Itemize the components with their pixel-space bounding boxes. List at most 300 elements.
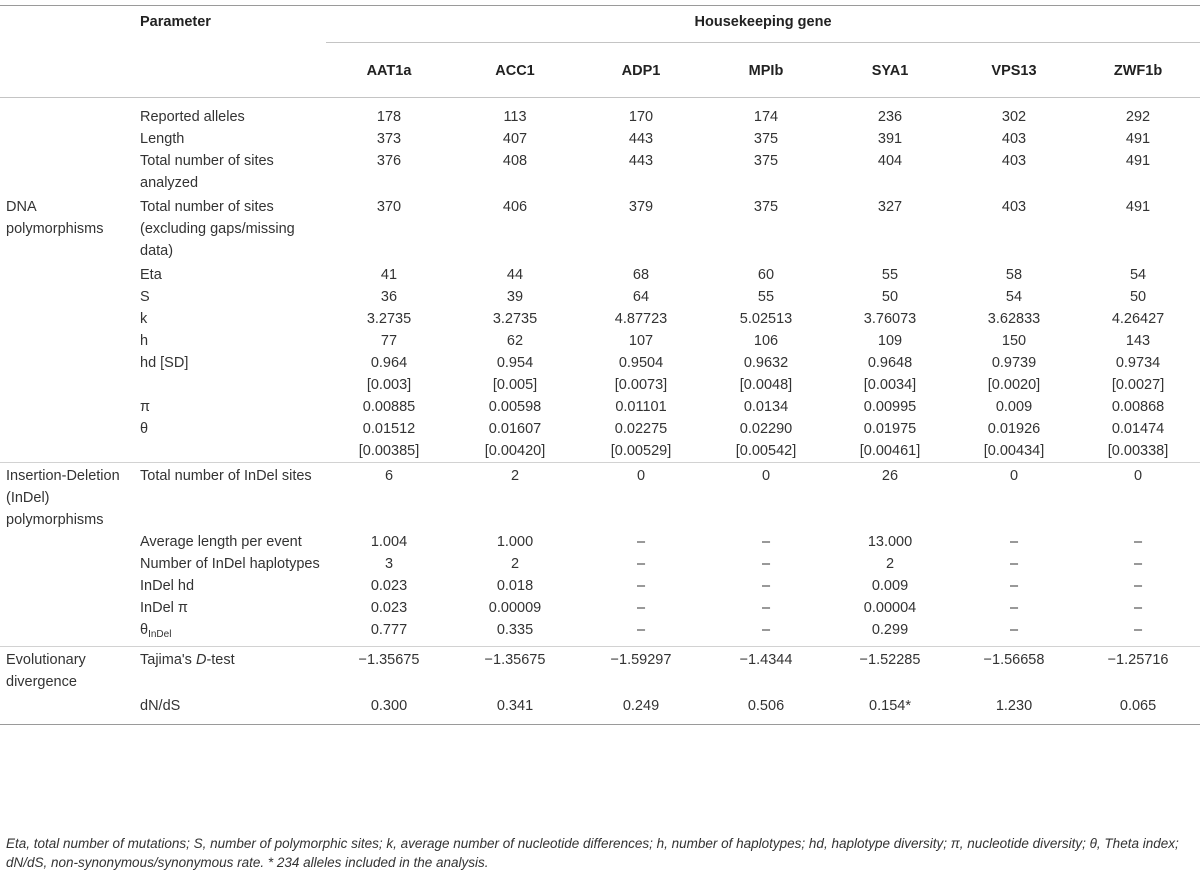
gene-header: SYA1 xyxy=(828,43,952,98)
table-row xyxy=(0,575,1200,597)
value-cell xyxy=(704,330,828,352)
value-text: 0.018 xyxy=(496,578,534,594)
value-sd: [0.00434] xyxy=(983,443,1045,459)
value-text: 36 xyxy=(380,289,398,305)
parameter-label xyxy=(136,693,326,725)
value-cell xyxy=(578,553,704,575)
header-parameter: Parameter xyxy=(136,6,326,98)
value-text: 443 xyxy=(628,153,654,169)
value-cell xyxy=(952,575,1076,597)
parameter-text: dN/dS xyxy=(140,698,181,714)
value-text: 376 xyxy=(376,153,402,169)
value-text: – xyxy=(761,578,771,594)
value-cell xyxy=(326,98,452,129)
parameter-text: π xyxy=(140,399,151,415)
value-cell xyxy=(578,308,704,330)
value-text: 4.87723 xyxy=(614,311,668,327)
value-cell xyxy=(578,150,704,194)
value-text: 0.009 xyxy=(995,399,1033,415)
value-cell xyxy=(828,286,952,308)
value-text: 0.023 xyxy=(370,600,408,616)
parameter-label xyxy=(136,286,326,308)
value-cell xyxy=(326,262,452,286)
value-text: – xyxy=(761,622,771,638)
value-cell xyxy=(952,463,1076,532)
value-cell xyxy=(578,418,704,463)
category-cell xyxy=(0,286,136,308)
value-text: 0.01512 xyxy=(362,421,416,437)
value-text: 0.9734 xyxy=(1115,355,1161,371)
value-cell xyxy=(1076,308,1200,330)
table-row xyxy=(0,352,1200,396)
value-text: 170 xyxy=(628,109,654,125)
value-text: 375 xyxy=(753,131,779,147)
value-text: – xyxy=(1133,556,1143,572)
value-sd: [0.00529] xyxy=(610,443,672,459)
value-cell xyxy=(704,619,828,647)
parameter-label xyxy=(136,597,326,619)
value-cell xyxy=(704,150,828,194)
value-text: 2 xyxy=(510,556,520,572)
value-text: 0.154* xyxy=(869,698,911,714)
value-cell xyxy=(704,531,828,553)
value-text: 58 xyxy=(1005,267,1023,283)
table-footnote: Eta, total number of mutations; S, number of polymorphic sites; k, average number of nucleotide differences; h, number of haplotypes; hd, haplotype diversity; π, nucleotide diversity; θ, Theta index; dN/dS, non-synonymous/synonymous rate. * 234 alleles included in the analysis. xyxy=(6,836,1179,870)
value-text: 373 xyxy=(376,131,402,147)
value-text: – xyxy=(1009,556,1019,572)
table-row xyxy=(0,531,1200,553)
value-text: 64 xyxy=(632,289,650,305)
table-row xyxy=(0,647,1200,694)
value-cell xyxy=(952,286,1076,308)
value-text: 178 xyxy=(376,109,402,125)
value-text: – xyxy=(636,622,646,638)
value-cell xyxy=(952,693,1076,725)
value-cell xyxy=(578,575,704,597)
parameter-label xyxy=(136,531,326,553)
gene-header: ZWF1b xyxy=(1076,43,1200,98)
parameter-label xyxy=(136,647,326,694)
value-sd: [0.00420] xyxy=(484,443,546,459)
value-text: 0.00004 xyxy=(863,600,917,616)
value-cell xyxy=(704,647,828,694)
value-cell xyxy=(952,194,1076,262)
gene-header: MPIb xyxy=(704,43,828,98)
table-row xyxy=(0,128,1200,150)
parameter-text-rest: -test xyxy=(206,652,235,668)
value-text: 0 xyxy=(636,468,646,484)
value-cell xyxy=(578,352,704,396)
value-cell xyxy=(326,597,452,619)
value-text: 0.023 xyxy=(370,578,408,594)
value-cell xyxy=(952,619,1076,647)
parameter-text: k xyxy=(140,311,148,327)
category-label: Insertion-Deletion (InDel) polymorphisms xyxy=(0,463,136,532)
value-text: 44 xyxy=(506,267,524,283)
value-cell xyxy=(1076,396,1200,418)
value-text: 3.2735 xyxy=(492,311,538,327)
parameter-label xyxy=(136,418,326,463)
value-sd: [0.0027] xyxy=(1111,377,1165,393)
table-row xyxy=(0,693,1200,725)
parameter-label xyxy=(136,330,326,352)
value-cell xyxy=(828,352,952,396)
table-row xyxy=(0,418,1200,463)
value-cell xyxy=(704,575,828,597)
category-cell xyxy=(0,531,136,553)
value-text: – xyxy=(1009,622,1019,638)
value-cell xyxy=(452,463,578,532)
value-cell xyxy=(452,396,578,418)
parameter-label xyxy=(136,194,326,262)
category-cell xyxy=(0,308,136,330)
table-row xyxy=(0,619,1200,647)
value-sd: [0.00542] xyxy=(735,443,797,459)
value-cell xyxy=(828,531,952,553)
parameter-text: InDel π xyxy=(140,600,188,616)
value-cell xyxy=(704,194,828,262)
value-cell xyxy=(1076,597,1200,619)
value-text: 491 xyxy=(1125,131,1151,147)
parameter-text: Total number of sites (excluding gaps/missing data) xyxy=(140,199,295,259)
value-cell xyxy=(326,286,452,308)
value-cell xyxy=(326,308,452,330)
value-cell xyxy=(326,553,452,575)
value-text: 1.230 xyxy=(995,698,1033,714)
table-row xyxy=(0,396,1200,418)
category-label: Evolutionary divergence xyxy=(0,647,136,694)
value-text: 2 xyxy=(885,556,895,572)
value-text: −1.52285 xyxy=(859,652,921,668)
value-text: 403 xyxy=(1001,131,1027,147)
value-cell xyxy=(952,128,1076,150)
value-text: 77 xyxy=(380,333,398,349)
value-cell xyxy=(452,308,578,330)
table-row xyxy=(0,286,1200,308)
value-text: 0.00868 xyxy=(1111,399,1165,415)
value-cell xyxy=(952,531,1076,553)
value-text: 4.26427 xyxy=(1111,311,1165,327)
value-cell xyxy=(452,98,578,129)
value-cell xyxy=(1076,531,1200,553)
parameter-text: h xyxy=(140,333,149,349)
value-cell xyxy=(952,262,1076,286)
value-cell xyxy=(326,330,452,352)
value-text: 0.249 xyxy=(622,698,660,714)
value-text: – xyxy=(1009,578,1019,594)
value-text: 0.299 xyxy=(871,622,909,638)
value-cell xyxy=(1076,647,1200,694)
value-cell xyxy=(704,418,828,463)
value-text: 0.02275 xyxy=(614,421,668,437)
value-text: 407 xyxy=(502,131,528,147)
value-text: 0.506 xyxy=(747,698,785,714)
value-cell xyxy=(952,308,1076,330)
value-text: 50 xyxy=(1129,289,1147,305)
value-text: 375 xyxy=(753,199,779,215)
value-text: 236 xyxy=(877,109,903,125)
value-text: – xyxy=(761,534,771,550)
value-cell xyxy=(828,330,952,352)
value-cell xyxy=(452,194,578,262)
gene-header: ADP1 xyxy=(578,43,704,98)
value-cell xyxy=(828,575,952,597)
value-text: 327 xyxy=(877,199,903,215)
value-cell xyxy=(1076,262,1200,286)
value-text: 113 xyxy=(503,109,527,125)
value-text: 3 xyxy=(384,556,394,572)
value-text: 60 xyxy=(757,267,775,283)
value-text: 0 xyxy=(1133,468,1143,484)
value-text: 54 xyxy=(1005,289,1023,305)
value-cell xyxy=(828,597,952,619)
parameter-text: Reported alleles xyxy=(140,109,245,125)
header-housekeeping-gene: Housekeeping gene xyxy=(326,6,1200,43)
parameter-text: Eta xyxy=(140,267,162,283)
value-text: 0.01975 xyxy=(863,421,917,437)
table-row xyxy=(0,553,1200,575)
value-text: 0.00009 xyxy=(488,600,542,616)
value-text: 0.009 xyxy=(871,578,909,594)
value-cell xyxy=(578,647,704,694)
value-text: – xyxy=(636,534,646,550)
value-cell xyxy=(704,308,828,330)
value-text: 0.9648 xyxy=(867,355,913,371)
parameter-label xyxy=(136,553,326,575)
value-cell xyxy=(828,396,952,418)
value-cell xyxy=(704,396,828,418)
value-text: 0.01926 xyxy=(987,421,1041,437)
parameter-label xyxy=(136,619,326,647)
value-cell xyxy=(704,286,828,308)
value-cell xyxy=(326,396,452,418)
value-cell xyxy=(704,597,828,619)
value-cell xyxy=(1076,286,1200,308)
value-text: – xyxy=(636,556,646,572)
category-cell xyxy=(0,98,136,129)
value-cell xyxy=(326,352,452,396)
parameter-label xyxy=(136,396,326,418)
parameter-text: S xyxy=(140,289,150,305)
value-text: 50 xyxy=(881,289,899,305)
value-sd: [0.0073] xyxy=(614,377,668,393)
value-cell xyxy=(704,98,828,129)
parameter-label xyxy=(136,308,326,330)
parameter-text: hd [SD] xyxy=(140,355,189,371)
parameter-text: Total number of sites analyzed xyxy=(140,153,274,191)
value-cell xyxy=(578,330,704,352)
value-cell xyxy=(326,575,452,597)
header-row-group xyxy=(0,6,1200,43)
value-cell xyxy=(452,262,578,286)
category-cell xyxy=(0,262,136,286)
value-cell xyxy=(952,330,1076,352)
value-text: 1.004 xyxy=(370,534,408,550)
value-cell xyxy=(452,553,578,575)
value-text: 491 xyxy=(1125,199,1151,215)
table-row xyxy=(0,98,1200,129)
value-text: −1.35675 xyxy=(484,652,546,668)
value-sd: [0.00338] xyxy=(1107,443,1169,459)
value-text: – xyxy=(636,600,646,616)
value-text: 5.02513 xyxy=(739,311,793,327)
value-cell xyxy=(1076,619,1200,647)
table-row xyxy=(0,262,1200,286)
parameter-text: Tajima's xyxy=(140,652,196,668)
value-cell xyxy=(952,647,1076,694)
value-cell xyxy=(1076,98,1200,129)
category-cell xyxy=(0,575,136,597)
value-text: 0.9739 xyxy=(991,355,1037,371)
gene-header: ACC1 xyxy=(452,43,578,98)
value-text: – xyxy=(636,578,646,594)
value-text: 13.000 xyxy=(867,534,913,550)
value-cell xyxy=(828,693,952,725)
value-text: 0 xyxy=(1009,468,1019,484)
parameter-italic: D xyxy=(195,652,207,668)
category-cell xyxy=(0,553,136,575)
value-text: 0.9504 xyxy=(618,355,664,371)
value-cell xyxy=(828,128,952,150)
value-text: 0.00995 xyxy=(863,399,917,415)
value-cell xyxy=(326,463,452,532)
value-text: 408 xyxy=(502,153,528,169)
value-cell xyxy=(452,352,578,396)
value-text: −1.59297 xyxy=(610,652,672,668)
value-text: 0.01474 xyxy=(1111,421,1165,437)
value-sd: [0.00385] xyxy=(358,443,420,459)
parameter-label xyxy=(136,575,326,597)
value-text: 375 xyxy=(753,153,779,169)
value-text: 41 xyxy=(380,267,398,283)
parameter-label xyxy=(136,98,326,129)
value-cell xyxy=(828,98,952,129)
value-text: – xyxy=(1009,600,1019,616)
value-text: 0.954 xyxy=(496,355,534,371)
value-cell xyxy=(578,619,704,647)
value-cell xyxy=(326,693,452,725)
value-cell xyxy=(326,418,452,463)
value-cell xyxy=(828,463,952,532)
value-text: 379 xyxy=(628,199,654,215)
value-cell xyxy=(578,693,704,725)
value-text: 174 xyxy=(753,109,779,125)
header-corner xyxy=(0,6,136,98)
value-cell xyxy=(952,396,1076,418)
value-cell xyxy=(828,262,952,286)
value-cell xyxy=(326,619,452,647)
value-text: – xyxy=(761,600,771,616)
category-cell xyxy=(0,597,136,619)
value-text: 0.335 xyxy=(496,622,534,638)
value-cell xyxy=(578,98,704,129)
value-text: 6 xyxy=(384,468,394,484)
value-text: 0.00598 xyxy=(488,399,542,415)
value-cell xyxy=(326,128,452,150)
value-cell xyxy=(704,463,828,532)
value-cell xyxy=(1076,693,1200,725)
value-cell xyxy=(828,553,952,575)
category-cell xyxy=(0,330,136,352)
value-text: 443 xyxy=(628,131,654,147)
value-text: 0.01101 xyxy=(615,399,667,415)
value-text: – xyxy=(1133,534,1143,550)
value-cell xyxy=(326,194,452,262)
value-cell xyxy=(578,531,704,553)
value-text: 107 xyxy=(628,333,654,349)
value-text: 0.9632 xyxy=(743,355,789,371)
table-row xyxy=(0,150,1200,194)
value-cell xyxy=(828,418,952,463)
value-text: 302 xyxy=(1001,109,1027,125)
parameter-text: Total number of InDel sites xyxy=(140,468,312,484)
value-sd: [0.0048] xyxy=(739,377,793,393)
value-cell xyxy=(952,352,1076,396)
value-cell xyxy=(326,150,452,194)
value-text: 0.0134 xyxy=(743,399,789,415)
value-text: 68 xyxy=(632,267,650,283)
value-text: 0.964 xyxy=(370,355,408,371)
parameter-label xyxy=(136,128,326,150)
value-cell xyxy=(1076,418,1200,463)
value-cell xyxy=(1076,575,1200,597)
value-cell xyxy=(452,286,578,308)
parameter-label xyxy=(136,150,326,194)
value-cell xyxy=(578,128,704,150)
value-cell xyxy=(952,597,1076,619)
parameter-text: InDel hd xyxy=(140,578,195,594)
value-text: 39 xyxy=(506,289,524,305)
value-cell xyxy=(326,647,452,694)
value-cell xyxy=(704,693,828,725)
value-cell xyxy=(828,619,952,647)
table-row xyxy=(0,597,1200,619)
value-text: 3.62833 xyxy=(987,311,1041,327)
value-text: 150 xyxy=(1001,333,1027,349)
value-text: −1.35675 xyxy=(358,652,420,668)
value-text: 2 xyxy=(510,468,520,484)
value-text: 0.00885 xyxy=(362,399,416,415)
value-text: −1.25716 xyxy=(1107,652,1169,668)
value-text: 491 xyxy=(1125,153,1151,169)
table-row xyxy=(0,194,1200,262)
value-text: 391 xyxy=(877,131,903,147)
value-cell xyxy=(952,418,1076,463)
value-sd: [0.005] xyxy=(492,377,538,393)
value-cell xyxy=(1076,128,1200,150)
value-cell xyxy=(1076,194,1200,262)
parameter-subscript: InDel xyxy=(148,629,172,640)
value-sd: [0.00461] xyxy=(859,443,921,459)
value-cell xyxy=(704,262,828,286)
value-text: −1.56658 xyxy=(983,652,1045,668)
category-label: DNA polymorphisms xyxy=(6,199,104,237)
value-sd: [0.0020] xyxy=(987,377,1041,393)
category-cell xyxy=(0,150,136,194)
value-text: – xyxy=(1133,622,1143,638)
value-text: 370 xyxy=(376,199,402,215)
value-cell xyxy=(452,150,578,194)
value-text: 0.300 xyxy=(370,698,408,714)
gene-header: VPS13 xyxy=(952,43,1076,98)
gene-header: AAT1a xyxy=(326,43,452,98)
table-row xyxy=(0,463,1200,532)
parameter-label xyxy=(136,352,326,396)
value-text: 1.000 xyxy=(496,534,534,550)
value-text: 106 xyxy=(753,333,779,349)
value-cell xyxy=(952,150,1076,194)
value-cell xyxy=(452,619,578,647)
